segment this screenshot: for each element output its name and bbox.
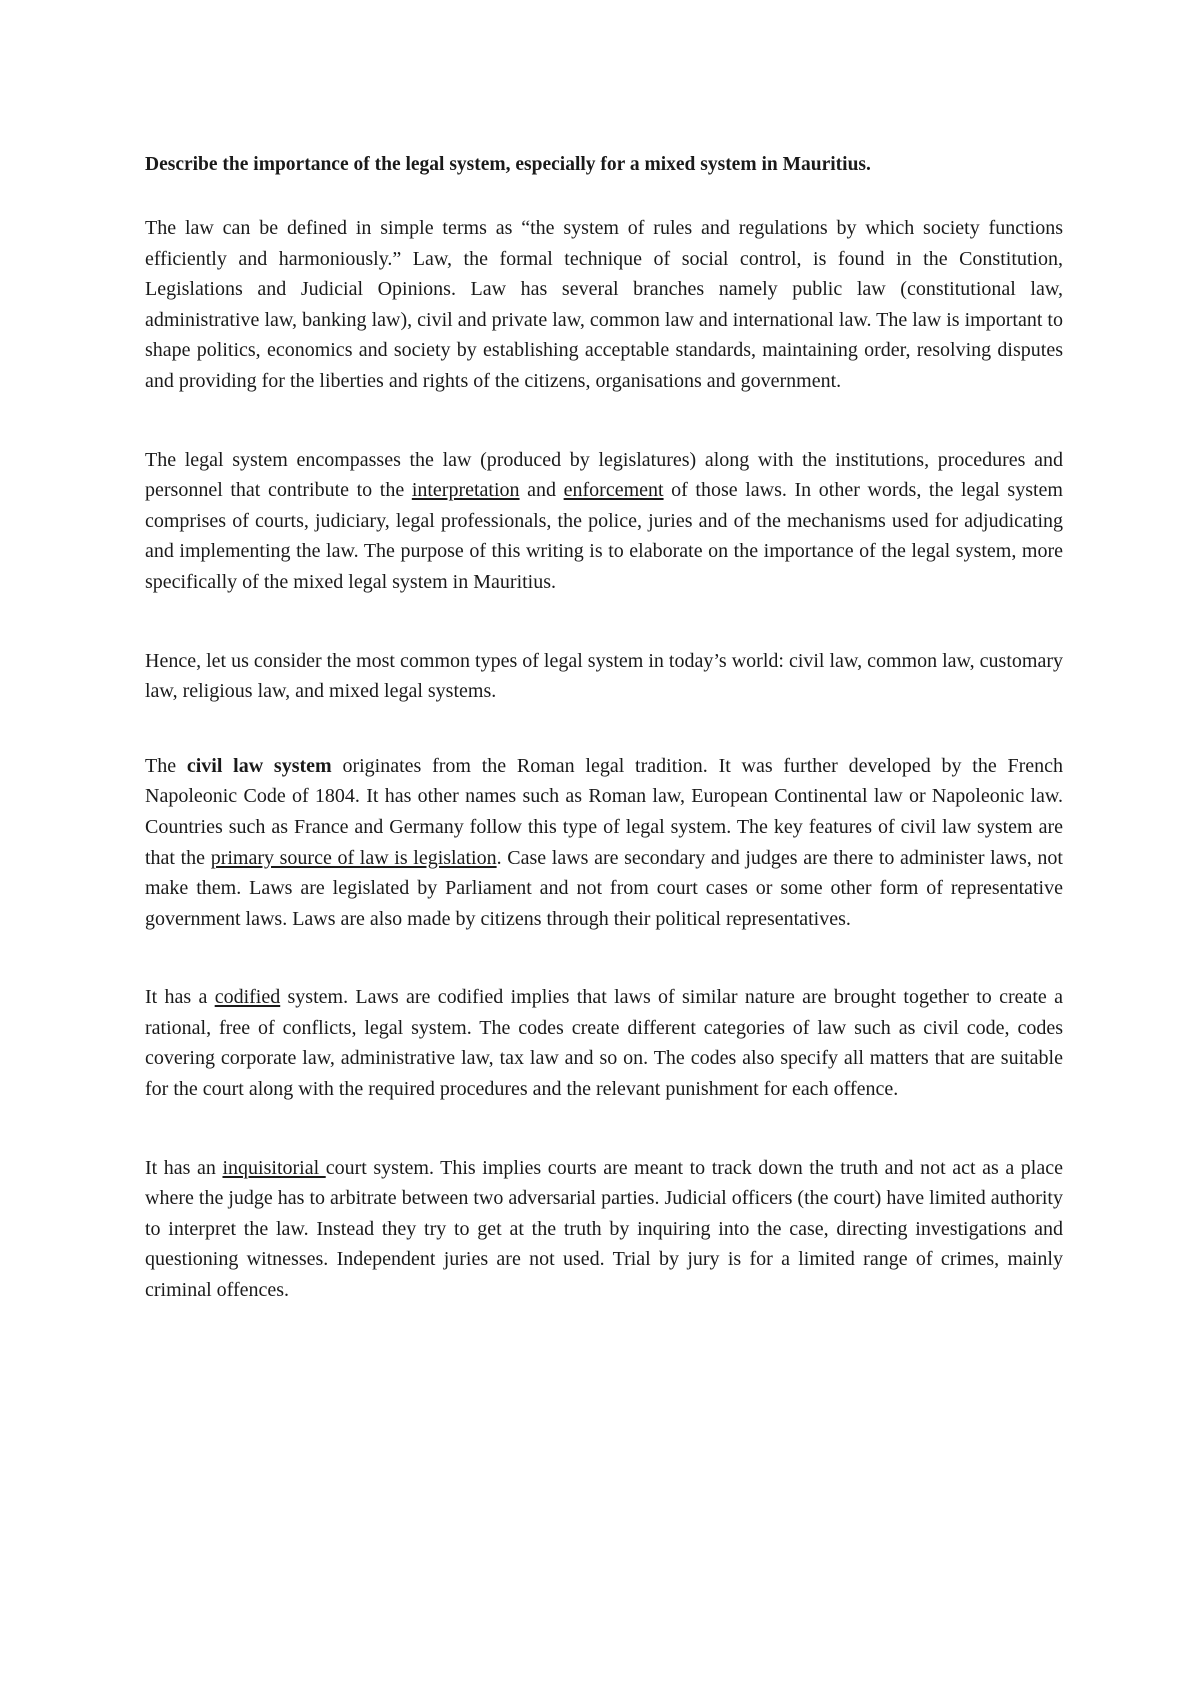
underlined-term-interpretation: interpretation [411, 479, 520, 502]
text-run: and [519, 479, 564, 502]
underlined-term-primary-source: primary source of law is legislation [210, 846, 497, 869]
document-page [145, 150, 1063, 1354]
bold-term-civil-law-system: civil law system [186, 754, 332, 777]
text-run: It has a [145, 986, 215, 1009]
paragraph-civil-law-system [145, 751, 1063, 935]
underlined-term-inquisitorial: inquisitorial [222, 1156, 326, 1179]
text-run: . Case laws are secondary and judges are there to administer laws, not make them. Laws are legislated by Parliament and not from court cases or some other form of representative government laws. Laws are also made by citizens through their political representatives. [145, 846, 1063, 930]
text-run: originates from the Roman legal tradition. It was further developed by the French Napoleonic Code of 1804. It has other names such as Roman law, European Continental law or Napoleonic law. Countries such as France and Germany follow this type of legal system. The key features of civil law system are that the [145, 754, 1064, 869]
underlined-term-enforcement: enforcement [563, 479, 664, 502]
text-run: court system. This implies courts are meant to track down the truth and not act as a place where the judge has to arbitrate between two adversarial parties. Judicial officers (the court) have limited authority to interpret the law. Instead they try to get at the truth by inquiring into the case, directing investigations and questioning witnesses. Independent juries are not used. Trial by jury is for a limited range of crimes, mainly criminal offences. [145, 1156, 1063, 1302]
underlined-term-codified: codified [214, 986, 281, 1009]
paragraph-types-of-legal-system: Hence, let us consider the most common types of legal system in today’s world: civil law, common law, customary law, religious law, and mixed legal systems. [145, 649, 1063, 703]
text-run: The [145, 754, 187, 777]
paragraph-legal-system [145, 445, 1063, 598]
text-run: It has an [145, 1156, 223, 1179]
paragraph-law-definition: The law can be defined in simple terms as “the system of rules and regulations by which society functions efficiently and harmoniously.” Law, the formal technique of social control, is found in the Constitution, Legislations and Judicial Opinions. Law has several branches namely public law (constitutional law, administrative law, banking law), civil and private law, common law and international law. The law is important to shape politics, economics and society by establishing acceptable standards, maintaining order, resolving disputes and providing for the liberties and rights of the citizens, organisations and government. [145, 217, 1063, 392]
paragraph-codified-system [145, 982, 1063, 1104]
document-title: Describe the importance of the legal system, especially for a mixed system in Mauritius. [145, 154, 871, 175]
paragraph-inquisitorial-system [145, 1153, 1063, 1306]
text-run: of those laws. In other words, the legal system comprises of courts, judiciary, legal professionals, the police, juries and of the mechanisms used for adjudicating and implementing the law. The purpose of this writing is to elaborate on the importance of the legal system, more specifically of the mixed legal system in Mauritius. [145, 479, 1063, 593]
text-run: The legal system encompasses the law (produced by legislatures) along with the institutions, procedures and personnel that contribute to the [145, 448, 1063, 502]
text-run: system. Laws are codified implies that laws of similar nature are brought together to create a rational, free of conflicts, legal system. The codes create different categories of law such as civil code, codes covering corporate law, administrative law, tax law and so on. The codes also specify all matters that are suitable for the court along with the required procedures and the relevant punishment for each offence. [145, 986, 1063, 1101]
